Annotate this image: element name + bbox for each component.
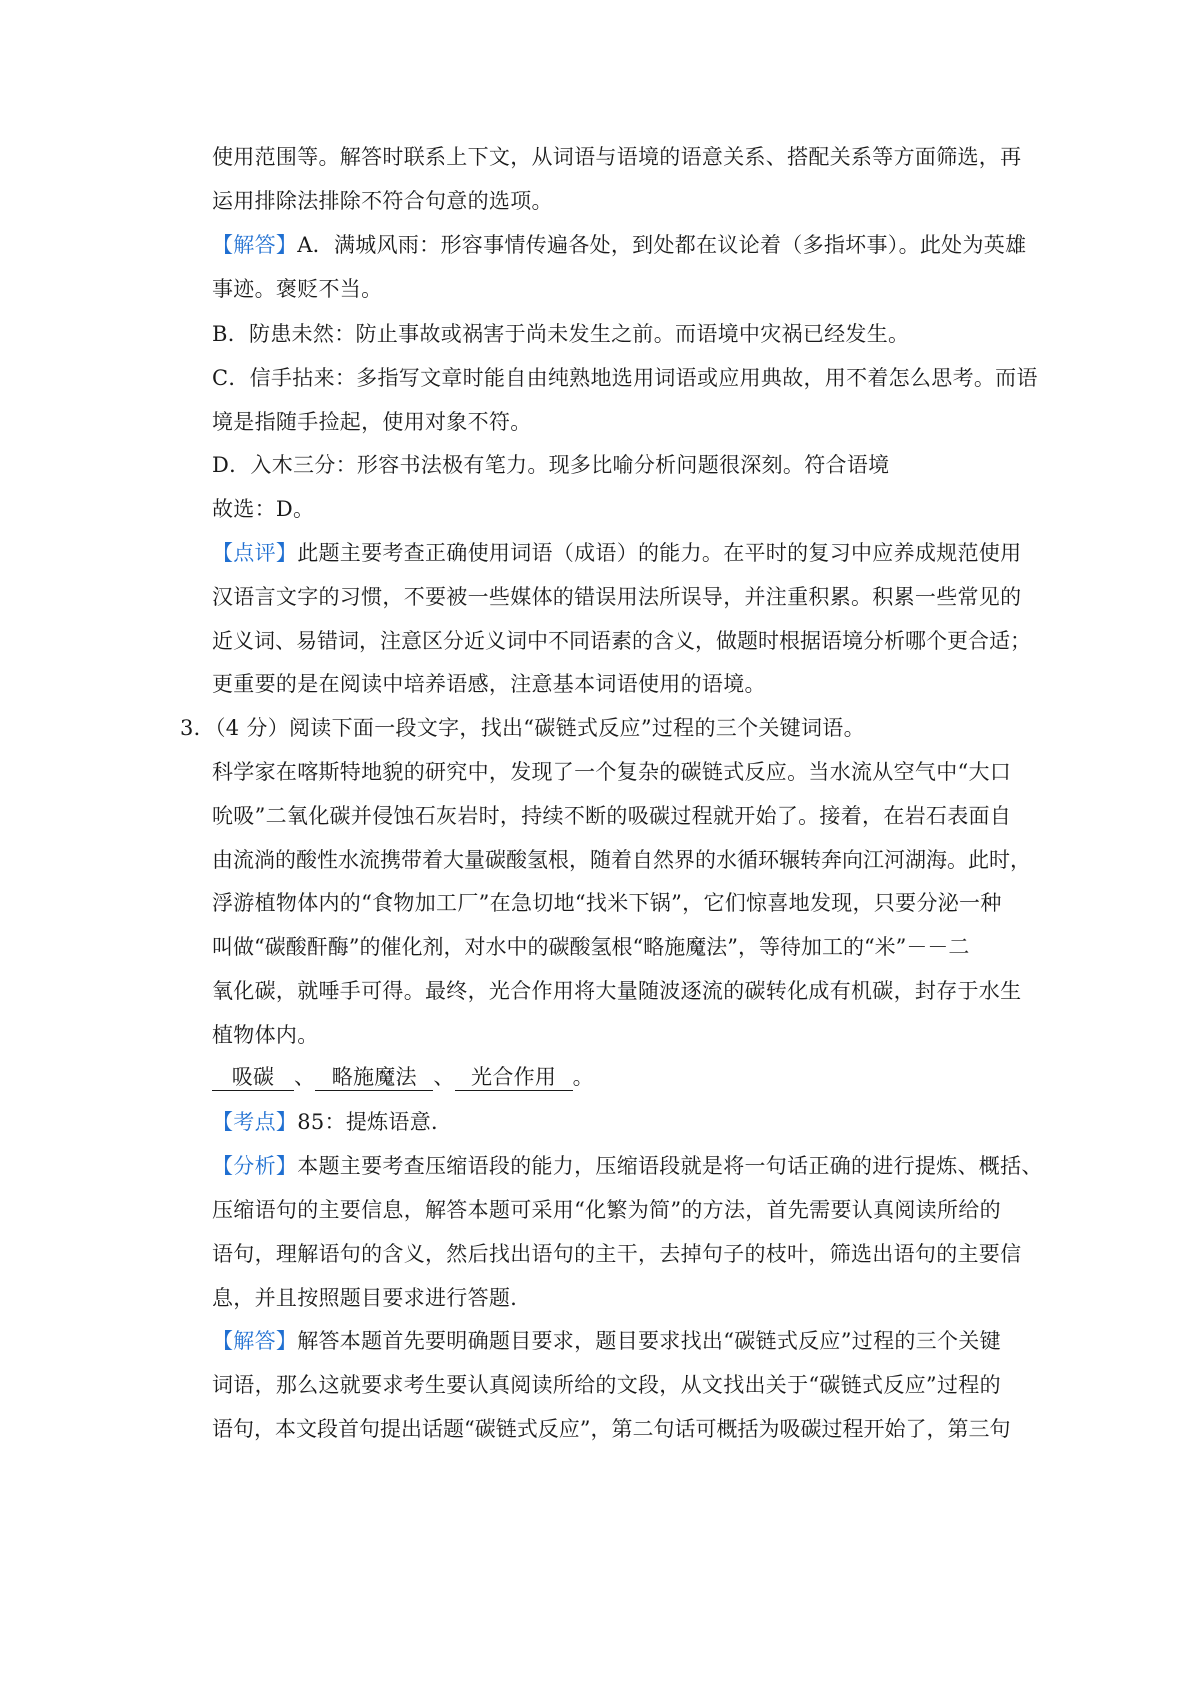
- text-line: 使用范围等。解答时联系上下文，从词语与语境的语意关系、搭配关系等方面筛选，再: [212, 145, 1022, 169]
- text-line: 压缩语句的主要信息，解答本题可采用“化繁为简”的方法，首先需要认真阅读所给的: [212, 1198, 1001, 1222]
- knowledge-point-tag: 【考点】: [212, 1110, 298, 1134]
- text-line: 息，并且按照题目要求进行答题．: [212, 1286, 532, 1310]
- text-line: 汉语言文字的习惯，不要被一些媒体的错误用法所误导，并注重积累。积累一些常见的: [212, 585, 1022, 609]
- text-line: 语句，本文段首句提出话题“碳链式反应”，第二句话可概括为吸碳过程开始了，第三句: [212, 1417, 1011, 1441]
- passage-line: 科学家在喀斯特地貌的研究中，发现了一个复杂的碳链式反应。当水流从空气中“大口: [212, 760, 1012, 784]
- option-c-line: C．信手拈来：多指写文章时能自由纯熟地选用词语或应用典故，用不着怎么思考。而语: [212, 366, 1038, 390]
- text-line: 事迹。褒贬不当。: [212, 277, 383, 301]
- text-line: 词语，那么这就要求考生要认真阅读所给的文段，从文找出关于“碳链式反应”过程的: [212, 1373, 1001, 1397]
- answer-line: 【解答】A．满城风雨：形容事情传遍各处，到处都在议论着（多指坏事）。此处为英雄: [212, 233, 1027, 257]
- answer-blank-3: 光合作用: [455, 1064, 573, 1091]
- comment-line: 【点评】此题主要考查正确使用词语（成语）的能力。在平时的复习中应养成规范使用: [212, 541, 1022, 565]
- choice-line: 故选：D。: [212, 497, 315, 521]
- option-d-line: D．入木三分：形容书法极有笔力。现多比喻分析问题很深刻。符合语境: [212, 453, 890, 477]
- comment-tag: 【点评】: [212, 541, 298, 565]
- text-line: 语句，理解语句的含义，然后找出语句的主干，去掉句子的枝叶，筛选出语句的主要信: [212, 1242, 1022, 1266]
- answer-tag: 【解答】: [212, 1329, 298, 1353]
- passage-line: 植物体内。: [212, 1023, 319, 1047]
- answer-blank-2: 略施魔法: [315, 1064, 433, 1091]
- knowledge-point-line: 【考点】85：提炼语意．: [212, 1110, 453, 1134]
- text-line: 更重要的是在阅读中培养语感，注意基本词语使用的语境。: [212, 672, 766, 696]
- passage-line: 浮游植物体内的“食物加工厂”在急切地“找米下锅”，它们惊喜地发现，只要分泌一种: [212, 891, 1002, 915]
- passage-line: 吮吸”二氧化碳并侵蚀石灰岩时，持续不断的吸碳过程就开始了。接着，在岩石表面自: [212, 804, 1012, 828]
- analysis-tag: 【分析】: [212, 1154, 298, 1178]
- text-line: 运用排除法排除不符合句意的选项。: [212, 189, 553, 213]
- answer-blank-1: 吸碳: [212, 1064, 294, 1091]
- answer-line: 【解答】解答本题首先要明确题目要求，题目要求找出“碳链式反应”过程的三个关键: [212, 1329, 1001, 1353]
- text-line: 境是指随手捡起，使用对象不符。: [212, 410, 532, 434]
- analysis-line: 【分析】本题主要考查压缩语段的能力，压缩语段就是将一句话正确的进行提炼、概括、: [212, 1154, 1043, 1178]
- question-3-line: 3．（4 分）阅读下面一段文字，找出“碳链式反应”过程的三个关键词语。: [180, 716, 865, 740]
- option-b-line: B．防患未然：防止事故或祸害于尚未发生之前。而语境中灾祸已经发生。: [212, 322, 910, 346]
- passage-line: 氧化碳，就唾手可得。最终，光合作用将大量随波逐流的碳转化成有机碳，封存于水生: [212, 979, 1022, 1003]
- passage-line: 叫做“碳酸酐酶”的催化剂，对水中的碳酸氢根“略施魔法”，等待加工的“米”－－二: [212, 935, 970, 959]
- answer-blanks-line: 吸碳 、 略施魔法 、 光合作用 。: [212, 1063, 594, 1091]
- answer-tag: 【解答】: [212, 233, 298, 257]
- text-line: 近义词、易错词，注意区分近义词中不同语素的含义，做题时根据语境分析哪个更合适；: [212, 629, 1031, 653]
- passage-line: 由流淌的酸性水流携带着大量碳酸氢根，随着自然界的水循环辗转奔向江河湖海。此时，: [212, 848, 1031, 872]
